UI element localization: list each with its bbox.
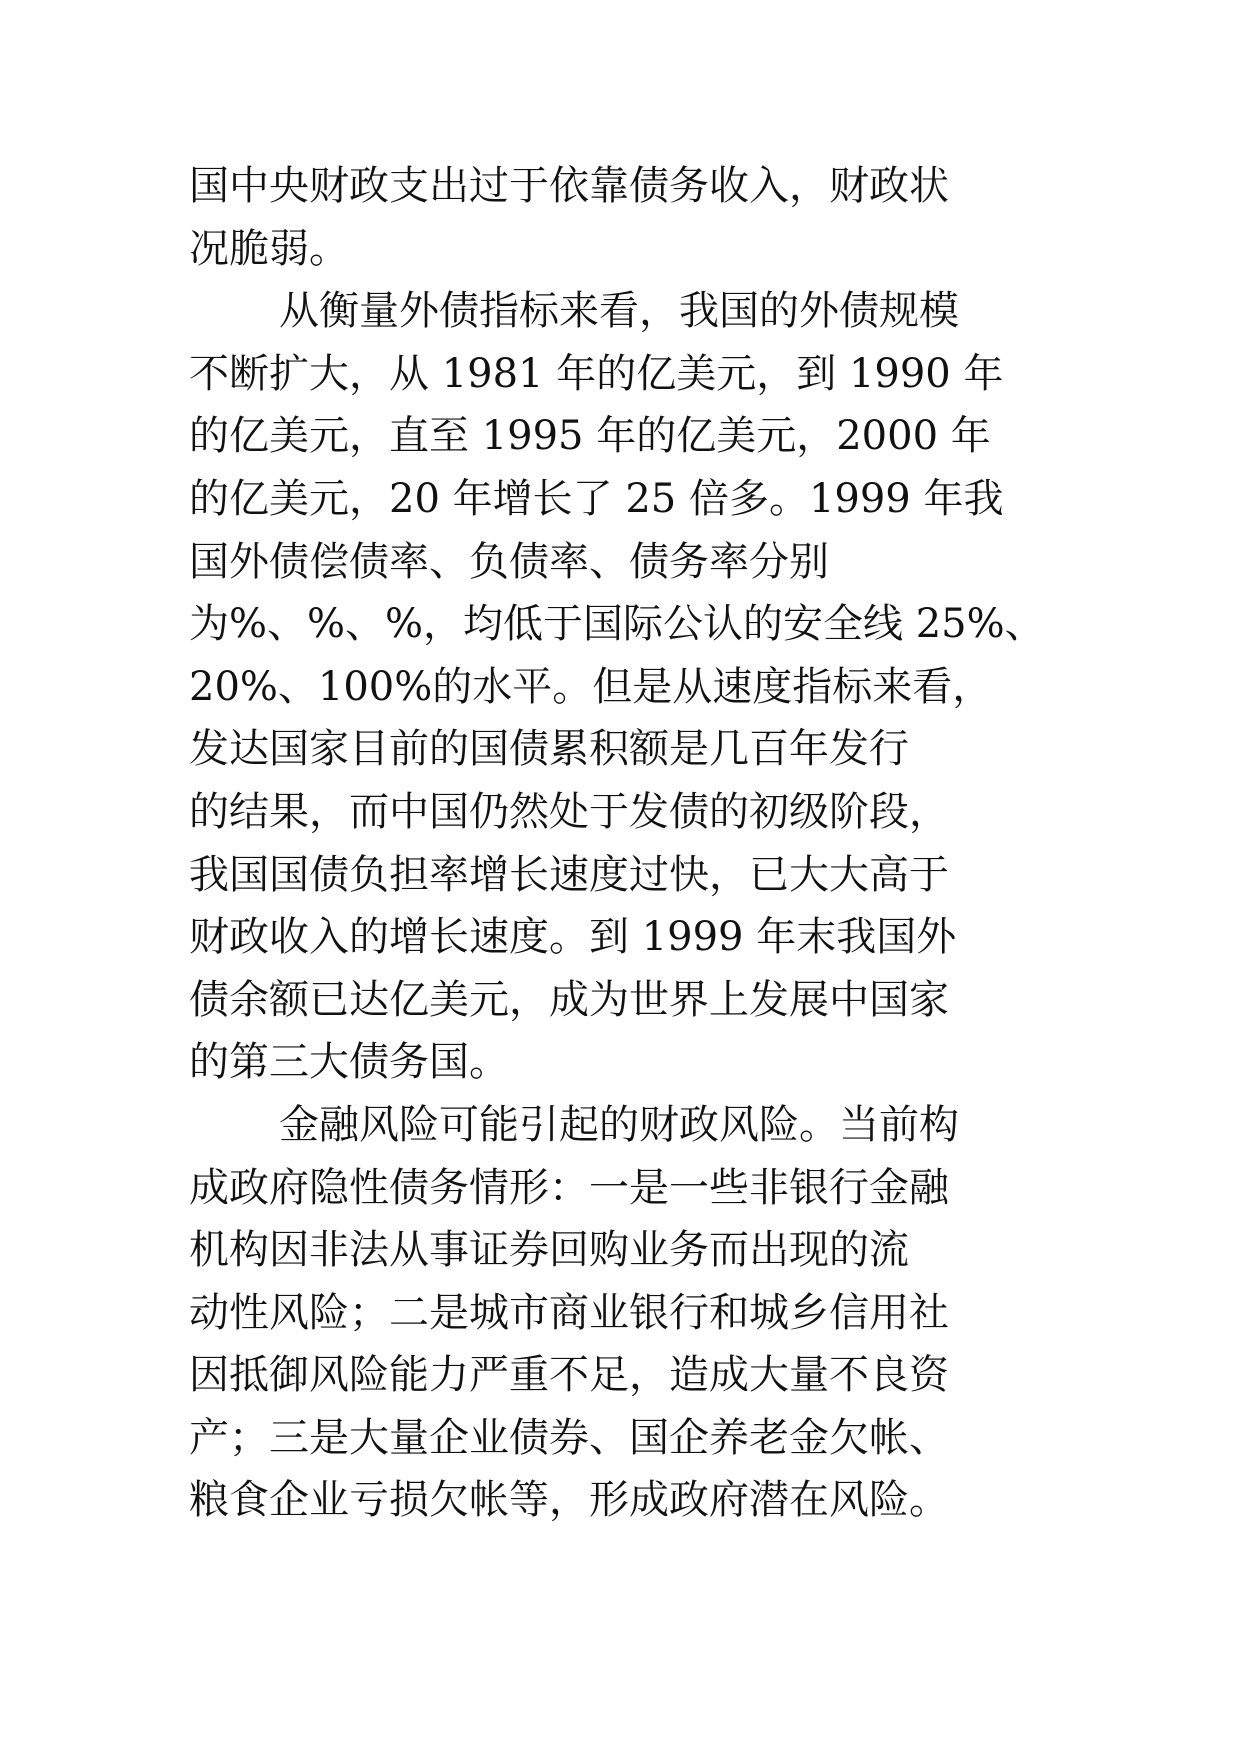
text-line: 的亿美元，直至 1995 年的亿美元，2000 年 bbox=[189, 413, 991, 460]
text-line: 发达国家目前的国债累积额是几百年发行 bbox=[189, 726, 909, 773]
text-line: 的第三大债务国。 bbox=[189, 1039, 509, 1086]
text-line: 粮食企业亏损欠帐等，形成政府潜在风险。 bbox=[189, 1477, 949, 1524]
body-text bbox=[189, 155, 1089, 1532]
text-line: 债余额已达亿美元，成为世界上发展中国家 bbox=[189, 976, 949, 1023]
text-line: 产；三是大量企业债券、国企养老金欠帐、 bbox=[189, 1414, 949, 1461]
text-line: 为%、%、%，均低于国际公认的安全线 25%、 bbox=[189, 601, 1045, 648]
text-line: 的亿美元，20 年增长了 25 倍多。1999 年我 bbox=[189, 475, 1004, 522]
text-line: 的结果，而中国仍然处于发债的初级阶段， bbox=[189, 788, 949, 835]
text-line: 成政府隐性债务情形：一是一些非银行金融 bbox=[189, 1164, 949, 1211]
paragraph-start-line: 从衡量外债指标来看，我国的外债规模 bbox=[279, 288, 959, 335]
text-line: 国中央财政支出过于依靠债务收入，财政状 bbox=[189, 163, 949, 209]
text-line: 况脆弱。 bbox=[189, 225, 349, 272]
text-line: 动性风险；二是城市商业银行和城乡信用社 bbox=[189, 1289, 949, 1336]
text-line: 不断扩大，从 1981 年的亿美元，到 1990 年 bbox=[189, 350, 1004, 397]
text-line: 国外债偿债率、负债率、债务率分别 bbox=[189, 538, 829, 585]
text-line: 20%、100%的水平。但是从速度指标来看， bbox=[189, 663, 993, 710]
text-line: 财政收入的增长速度。到 1999 年末我国外 bbox=[189, 914, 957, 961]
text-line: 因抵御风险能力严重不足，造成大量不良资 bbox=[189, 1352, 949, 1399]
text-line: 我国国债负担率增长速度过快，已大大高于 bbox=[189, 851, 949, 898]
paragraph-start-line: 金融风险可能引起的财政风险。当前构 bbox=[279, 1101, 959, 1148]
text-line: 机构因非法从事证券回购业务而出现的流 bbox=[189, 1227, 909, 1274]
